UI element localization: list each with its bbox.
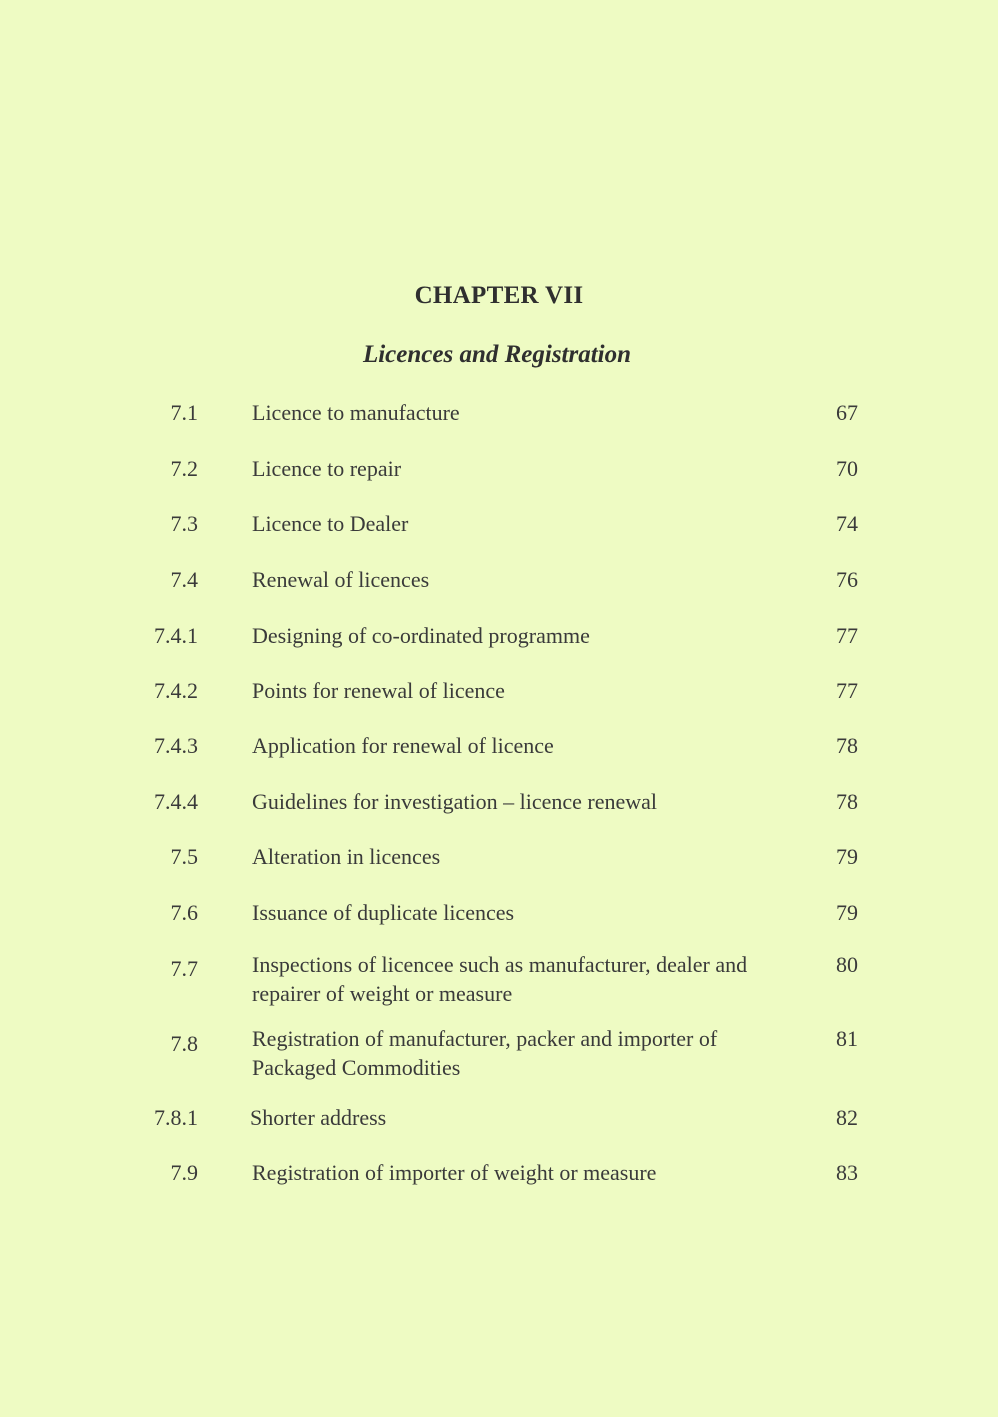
toc-entry-title: Licence to manufacture (252, 400, 460, 425)
toc-entry-page: 78 (836, 733, 858, 758)
toc-entry-page: 67 (836, 400, 858, 425)
toc-entry-page: 82 (836, 1105, 858, 1130)
chapter-title: CHAPTER VII (414, 282, 584, 309)
toc-entry-title: Renewal of licences (252, 567, 430, 592)
toc-entry-title: Registration of importer of weight or measure (252, 1160, 657, 1185)
toc-entry-title: Inspections of licencee such as manufacturer, dealer and repairer of weight or measure (252, 952, 748, 1006)
toc-entry-number: 7.4.4 (154, 789, 198, 814)
toc-entry-number: 7.7 (170, 956, 198, 981)
toc-entry-number: 7.4.1 (154, 623, 198, 648)
toc-entry-page: 77 (836, 678, 858, 703)
chapter-subtitle: Licences and Registration (362, 341, 632, 368)
toc-entry-number: 7.8.1 (154, 1105, 198, 1130)
toc-entry-title: Issuance of duplicate licences (252, 900, 515, 925)
toc-entry-number: 7.4 (170, 567, 198, 592)
toc-entry-page: 74 (836, 511, 858, 536)
toc-entry-number: 7.3 (170, 511, 198, 536)
toc-entry-number: 7.8 (170, 1031, 198, 1056)
toc-entry-number: 7.4.3 (154, 733, 198, 758)
toc-entry-title: Registration of manufacturer, packer and importer of Packaged Commodities (252, 1026, 718, 1080)
toc-entry-number: 7.9 (170, 1160, 198, 1185)
toc-entry-page: 81 (836, 1026, 858, 1051)
toc-entry-number: 7.4.2 (154, 678, 198, 703)
toc-entry-page: 70 (836, 456, 858, 481)
toc-entry-page: 76 (836, 567, 858, 592)
toc-entry-page: 83 (836, 1160, 858, 1185)
toc-entry-title: Licence to repair (252, 456, 402, 481)
toc-entry-title: Licence to Dealer (252, 511, 409, 536)
toc-entry-number: 7.1 (170, 400, 198, 425)
toc-entry-title: Shorter address (250, 1105, 387, 1130)
toc-entry-number: 7.2 (170, 456, 198, 481)
toc-entry-title: Designing of co-ordinated programme (252, 623, 590, 648)
toc-entry-title: Guidelines for investigation – licence renewal (252, 789, 658, 814)
toc-entry-title: Points for renewal of licence (252, 678, 505, 703)
toc-entry-title: Application for renewal of licence (252, 733, 554, 758)
toc-entry-page: 79 (836, 900, 858, 925)
toc-entry-page: 78 (836, 789, 858, 814)
toc-entry-page: 77 (836, 623, 858, 648)
toc-entry-page: 80 (836, 952, 858, 977)
toc-entry-number: 7.5 (170, 844, 198, 869)
toc-entry-page: 79 (836, 844, 858, 869)
toc-entry-title: Alteration in licences (252, 844, 441, 869)
toc-entry-number: 7.6 (170, 900, 198, 925)
